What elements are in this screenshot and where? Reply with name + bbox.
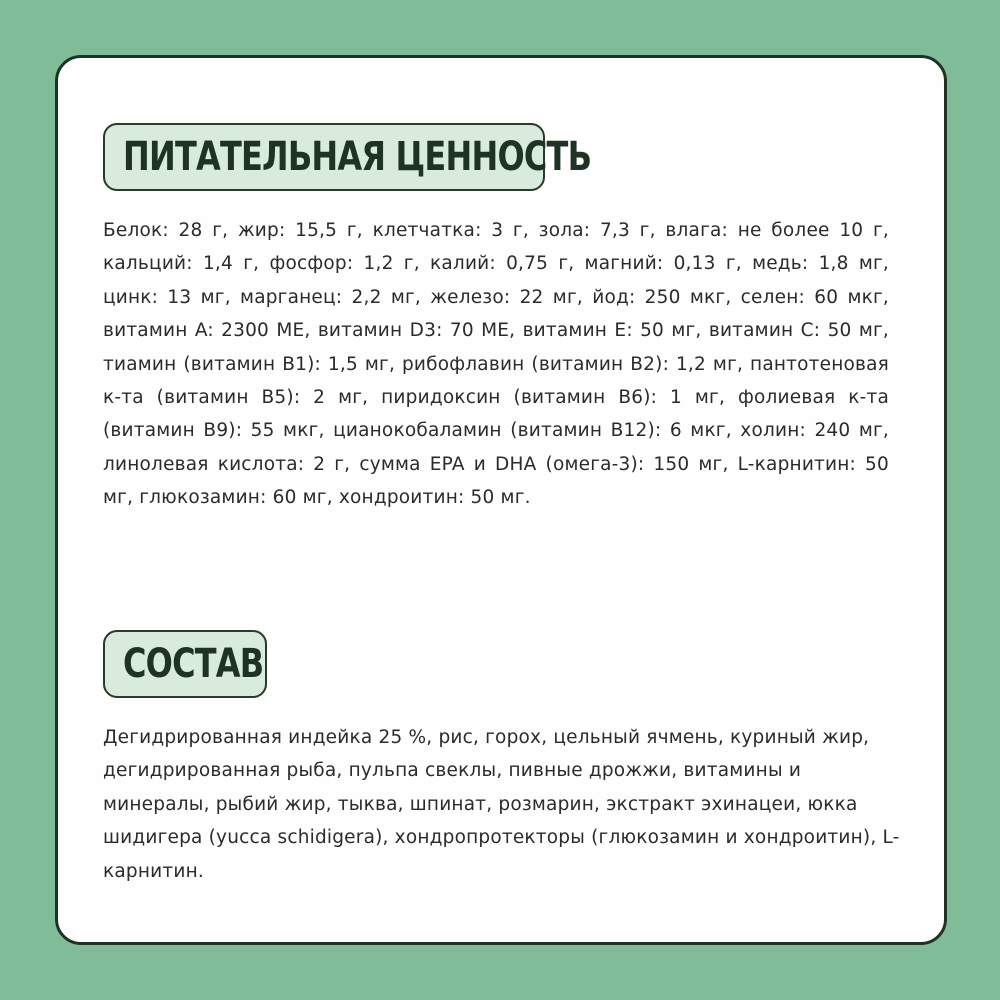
nutrition-heading: ПИТАТЕЛЬНАЯ ЦЕННОСТЬ <box>123 134 592 180</box>
nutrition-text: Белок: 28 г, жир: 15,5 г, клетчатка: 3 г, зола: 7,3 г, влага: не более 10 г, кальций: 1,4 г, фосфор: 1,2 г, калий: 0,75 г, магний: 0,13 г, медь: 1,8 мг, цинк: 13 мг, марганец: 2,2 мг, железо: 22 мг, йод: 250 мкг, селен: 60 мкг, витамин A: 2300 МЕ, витамин D3: 70 МЕ, витамин E: 50 мг, витамин C: 50 мг, тиамин (витамин B1): 1,5 мг, рибофлавин (витамин B2): 1,2 мг, пантотеновая к-та (витамин B5): 2 мг, пиридоксин (витамин B6): 1 мг, фолиевая к-та (витамин B9): 55 мкг, цианокобаламин (витамин B12): 6 мкг, холин: 240 мг, линолевая кислота: 2 г, сумма EPA и DHA (омега-3): 150 мг, L-карнитин: 50 мг, глюкозамин: 60 мг, хондроитин: 50 мг. <box>103 220 889 509</box>
composition-heading: СОСТАВ <box>123 641 264 687</box>
composition-text: Дегидрированная индейка 25 %, рис, горох, цельный ячмень, куриный жир, дегидрированная рыба, пульпа свеклы, пивные дрожжи, витамины и минералы, рыбий жир, тыква, шпинат, розмарин, экстракт эхинацеи, юкка шидигера (yucca schidigera), хондропротекторы (глюкозамин и хондроитин), L-карнитин. <box>103 727 900 882</box>
composition-heading-badge <box>103 630 267 698</box>
nutrition-heading-badge <box>103 123 592 191</box>
info-card <box>55 55 947 945</box>
